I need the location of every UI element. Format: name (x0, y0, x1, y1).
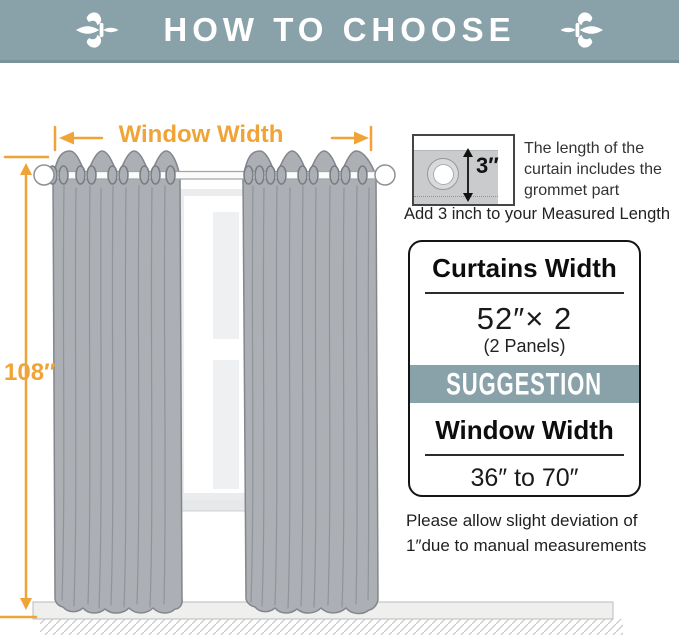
banner-title: HOW TO CHOOSE (163, 11, 516, 48)
curtain-panel-left (53, 151, 182, 613)
panels-note: (2 Panels) (483, 336, 566, 356)
curtain-height-label: 108″ (4, 359, 56, 386)
grommet-note: The length of the curtain includes the grommet part (524, 140, 662, 199)
grommet-measure-arrow-icon (458, 148, 478, 202)
grommet-icon (427, 158, 459, 190)
window-width-value: 36″ to 70″ (470, 464, 579, 492)
window-width-label: Window Width (118, 121, 284, 148)
spec-table (408, 240, 641, 497)
divider (425, 292, 624, 294)
suggestion-band (410, 365, 639, 403)
suggestion-label: SUGGESTION (446, 365, 603, 402)
grommet-diagram (412, 134, 515, 206)
grommet-hole (433, 164, 454, 185)
grommet-tip: Add 3 inch to your Measured Length (404, 205, 671, 223)
divider (425, 454, 624, 456)
hem-dotted-line (414, 196, 498, 197)
curtain-height-measure-arrow (0, 157, 48, 617)
footnote-line-2: 1″due to manual measurements (406, 536, 647, 555)
rod-finial-left (34, 165, 54, 185)
grommet-measure-label: 3″ (476, 153, 499, 178)
rod-finial-right (375, 165, 395, 185)
footnote-line-1: Please allow slight deviation of (406, 511, 638, 530)
window-width-header: Window Width (435, 415, 614, 445)
curtains-width-value: 52″× 2 (476, 301, 573, 336)
curtain-panel-right (243, 151, 378, 614)
deviation-footnote (406, 508, 674, 558)
curtains-width-header: Curtains Width (432, 253, 617, 283)
